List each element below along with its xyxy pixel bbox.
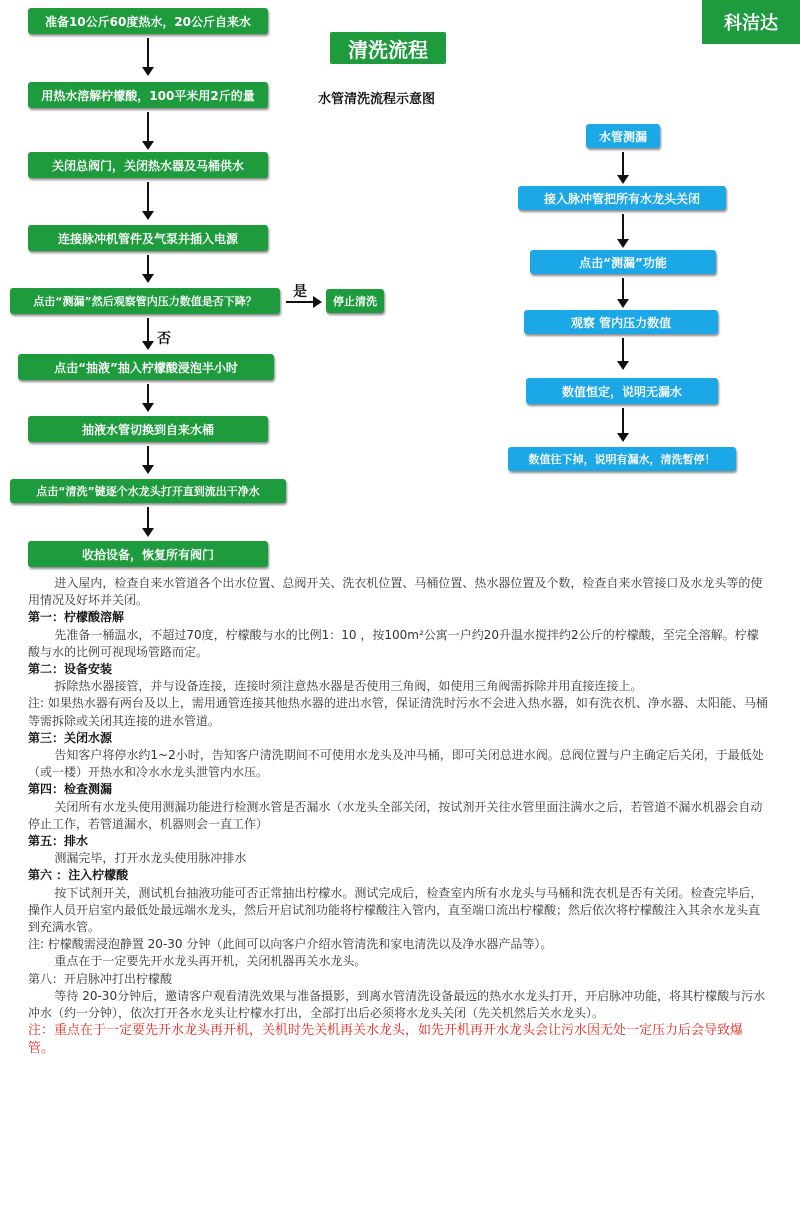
section-5-text: 测漏完毕，打开水龙头使用脉冲排水 [54,851,247,866]
arrow-down [147,318,149,348]
arrow-down [147,446,149,472]
left-step-3: 关闭总阀门，关闭热水器及马桶供水 [28,152,268,178]
section-6-key-point: 重点在于一定要先开水龙头再开机，关闭机器再关水龙头。 [54,954,367,969]
left-step-9: 收拾设备，恢复所有阀门 [28,541,268,567]
right-step-1: 水管测漏 [586,124,660,148]
arrow-down [622,338,624,368]
arrow-down [622,278,624,306]
right-step-2: 接入脉冲管把所有水龙头关闭 [518,186,726,210]
section-3-text: 告知客户将停水约1~2小时，告知客户清洗期间不可使用水龙头及冲马桶，即可关闭总进水阀。总阀位置与户主确定后关闭，于最低处（或一楼）开热水和冷水水龙头泄管内水压。 [28,748,764,780]
left-step-8: 点击“清洗”键逐个水龙头打开直到流出干净水 [10,479,286,503]
section-6-note: 注: 柠檬酸需浸泡静置 20-30 分钟（此间可以向客户介绍水管清洗和家电清洗以及净水器产品等）。 [28,937,553,952]
right-step-4: 观察 管内压力数值 [524,310,718,334]
left-step-7: 抽液水管切换到自来水桶 [28,416,268,442]
section-8-title: 第八：开启脉冲打出柠檬酸 [28,971,173,986]
intro-paragraph: 进入屋内，检查自来水管道各个出水位置、总阀开关、洗衣机位置、马桶位置、热水器位置及个数，检查自来水管接口及水龙头等的使用情况及好坏并关闭。 [28,576,763,608]
section-1-text: 先准备一桶温水，不超过70度，柠檬酸与水的比例1：10 ，按100m²公寓一户约20升温水搅拌约2公斤的柠檬酸，至完全溶解。柠檬酸与水的比例可视现场管路而定。 [28,627,759,659]
right-step-6: 数值往下掉，说明有漏水，清洗暂停！ [508,447,736,471]
diagram-subtitle: 水管清洗流程示意图 [318,92,436,107]
section-2-title: 第二：设备安装 [28,662,113,677]
section-6-title: 第六 ：注入柠檬酸 [28,868,129,883]
section-5-title: 第五：排水 [28,834,89,849]
left-step-2: 用热水溶解柠檬酸，100平米用2斤的量 [28,82,268,108]
stop-cleaning-box: 停止清洗 [326,289,384,313]
arrow-down [622,408,624,440]
arrow-down [147,507,149,535]
warning-note: 注：重点在于一定要先开水龙头再开机，关机时先关机再关水龙头，如先开机再开水龙头会让污水因无处一定压力后会导致爆管。 [28,1023,744,1057]
arrow-down [147,255,149,281]
section-2-note: 注: 如果热水器有两台及以上，需用通管连接其他热水器的进出水管，保证清洗时污水不会进入热水器，如有洗衣机、净水器、太阳能、马桶等需拆除或关闭其连接的进水管道。 [28,696,768,728]
arrow-down [147,182,149,218]
arrow-down [147,384,149,410]
left-step-5-decision: 点击“测漏”然后观察管内压力数值是否下降？ [10,288,280,314]
section-8-text: 等待 20-30分钟后，邀请客户观看清洗效果与准备摄影，到离水管清洗设备最远的热水水龙头打开，开启脉冲功能，将其柠檬酸与污水冲水（约一分钟），依次打开各水龙头让柠檬水打出，全部打出后必须将水龙头关闭（先关机然后关水龙头）。 [28,988,766,1021]
right-step-3: 点击“测漏”功能 [530,250,716,274]
section-4-text: 关闭所有水龙头使用测漏功能进行检测水管是否漏水（水龙头全部关闭，按试剂开关往水管里面注满水之后，若管道不漏水机器会自动停止工作，若管道漏水，机器则会一直工作） [28,799,763,831]
brand-logo: 科洁达 [702,0,800,44]
left-step-6: 点击“抽液”抽入柠檬酸浸泡半小时 [18,354,274,380]
section-6-text: 按下试剂开关，测试机台抽液功能可否正常抽出柠檬水。测试完成后，检查室内所有水龙头与马桶和洗衣机是否有关闭。检查完毕后，操作人员开启室内最低处最远端水龙头，然后开启试剂功能将柠檬酸注入管内，直至端口流出柠檬酸；然后依次将柠檬酸注入其余水龙头直到充满水管。 [28,885,763,935]
section-4-title: 第四：检查测漏 [28,782,113,797]
page-title: 清洗流程 [330,32,446,64]
section-1-title: 第一：柠檬酸溶解 [28,610,125,625]
section-3-title: 第三：关闭水源 [28,730,113,745]
arrow-right [286,301,320,303]
no-label: 否 [157,331,171,347]
right-step-5: 数值恒定，说明无漏水 [526,378,718,404]
instructions-text [28,575,768,1058]
arrow-down [622,152,624,182]
left-step-1: 准备10公斤60度热水，20公斤自来水 [28,8,268,34]
yes-label: 是 [293,284,307,300]
arrow-down [622,214,624,246]
arrow-down [147,112,149,148]
arrow-down [147,38,149,74]
left-step-4: 连接脉冲机管件及气泵并插入电源 [28,225,268,251]
section-2-text: 拆除热水器接管，并与设备连接，连接时须注意热水器是否使用三角阀，如使用三角阀需拆除并用直接连接上。 [54,679,643,694]
